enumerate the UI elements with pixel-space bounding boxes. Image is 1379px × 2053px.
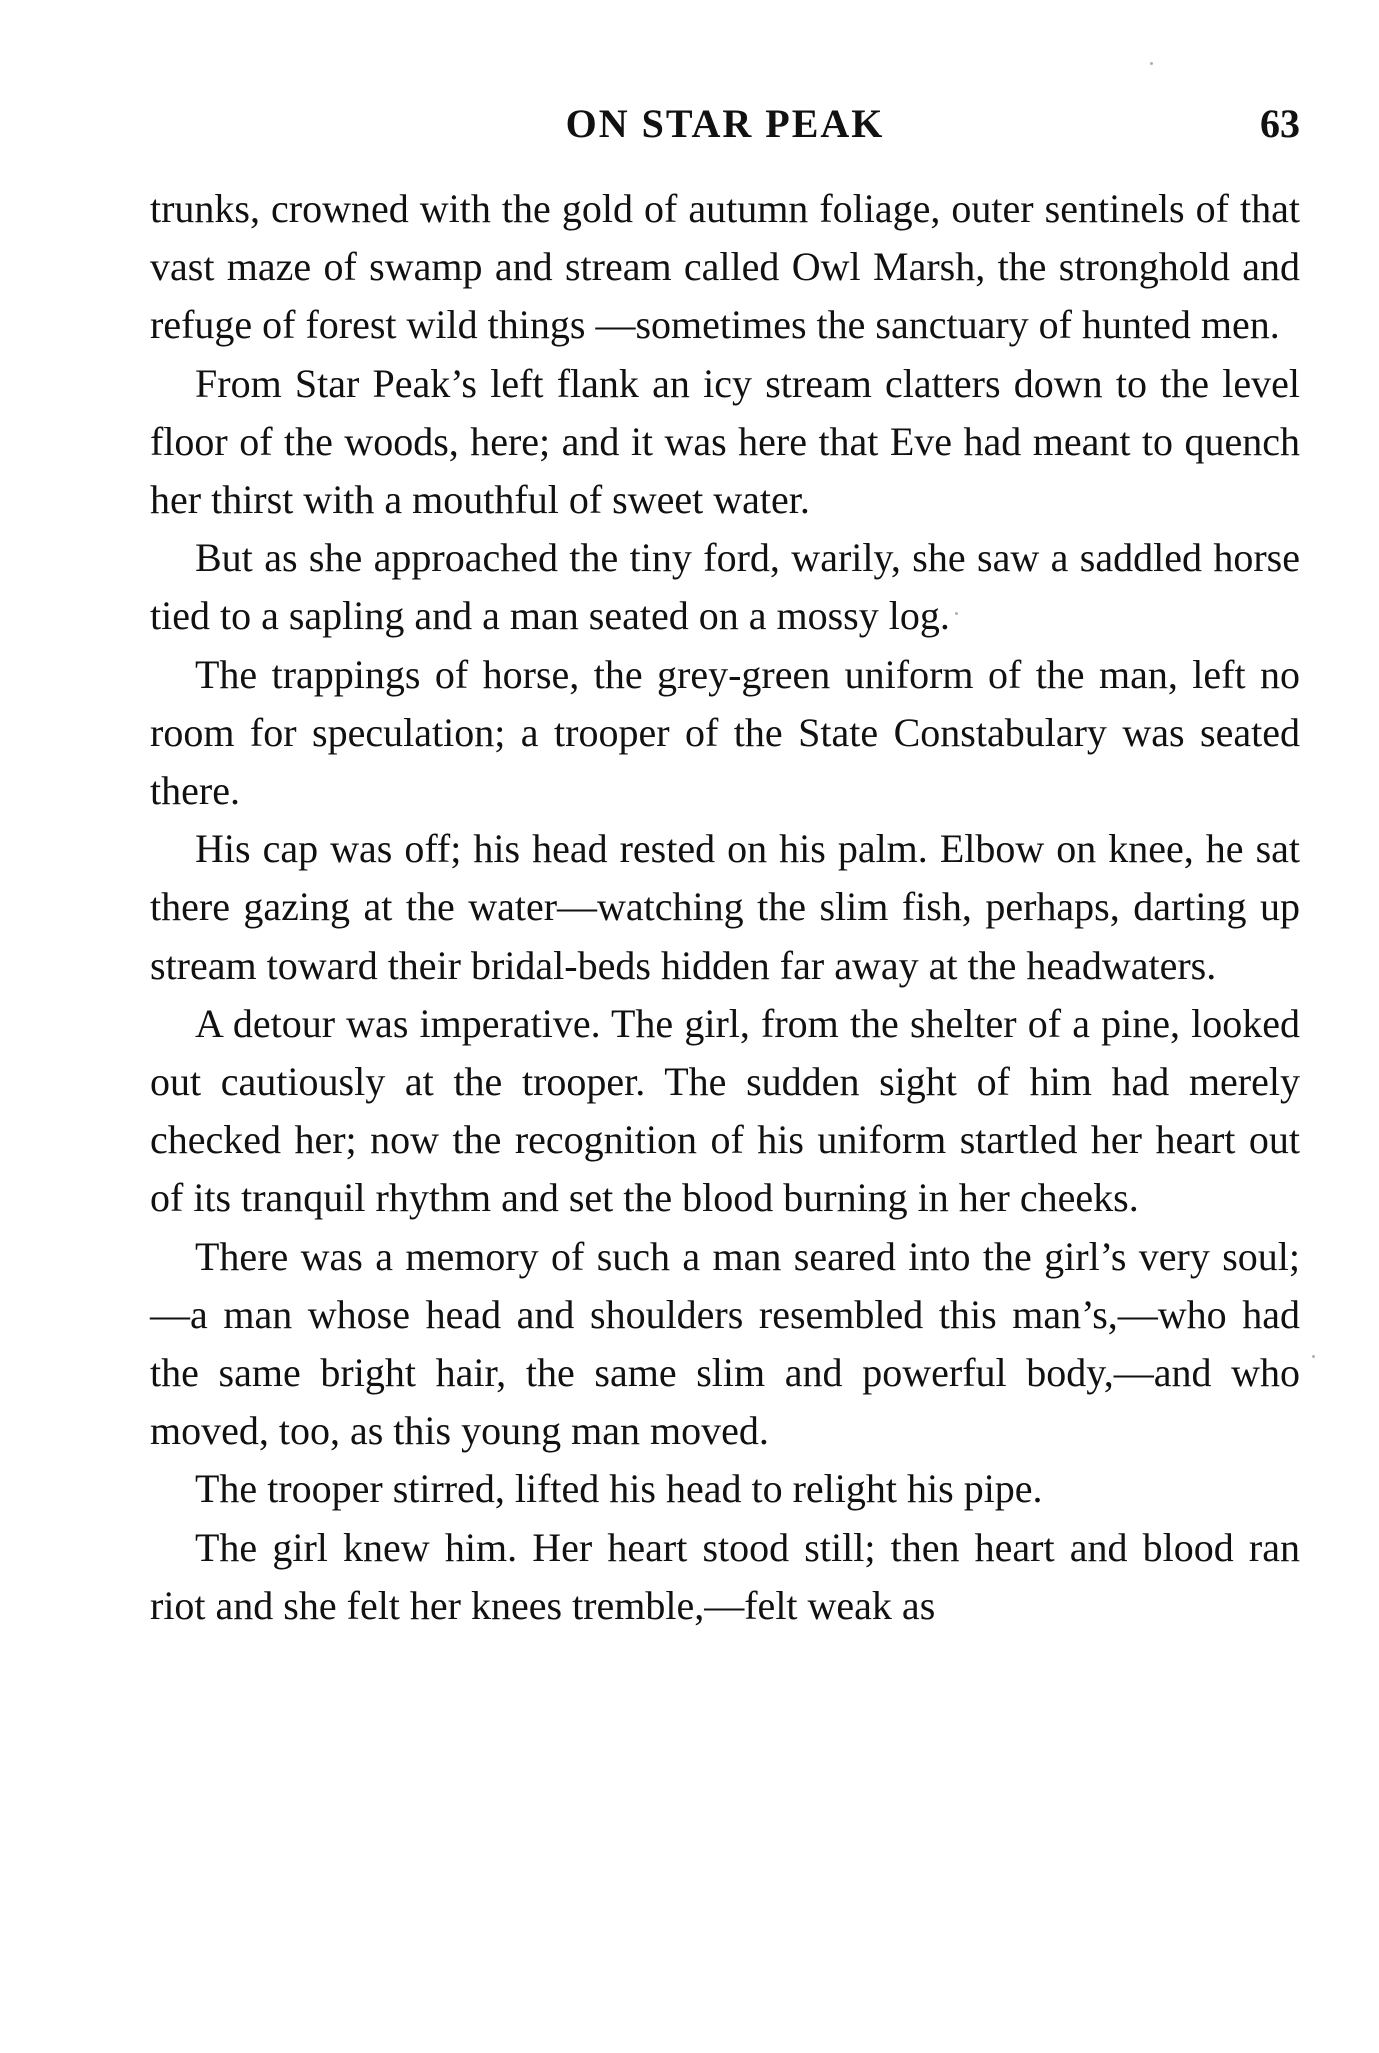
print-speck	[1150, 62, 1153, 65]
page-number: 63	[1260, 101, 1300, 146]
paragraph: There was a memory of such a man seared into the girl’s very soul;—a man whose head and shoulders resembled this man’s,—who had the same bright hair, the same slim and powerful body,—and who moved, too, as this young man moved.	[150, 1233, 1300, 1454]
running-head: ON STAR PEAK	[565, 101, 885, 146]
paragraph: From Star Peak’s left flank an icy stream clatters down to the level floor of the woods, here; and it was here that Eve had meant to quench her thirst with a mouthful of sweet water.	[150, 360, 1300, 523]
print-speck	[955, 612, 958, 615]
paragraph: The trappings of horse, the grey-green uniform of the man, left no room for speculation; a trooper of the State Constabulary was seated there.	[150, 651, 1300, 814]
page-header	[150, 100, 1300, 150]
paragraph: The girl knew him. Her heart stood still; then heart and blood ran riot and she felt her knees tremble,—felt weak as	[150, 1524, 1300, 1628]
paragraph: His cap was off; his head rested on his palm. Elbow on knee, he sat there gazing at the water—watching the slim fish, perhaps, darting up stream toward their bridal-beds hidden far away at the headwaters.	[150, 826, 1300, 988]
page-body	[150, 180, 1300, 1635]
print-speck	[1312, 1355, 1315, 1358]
paragraph: trunks, crowned with the gold of autumn foliage, outer sentinels of that vast maze of swamp and stream called Owl Marsh, the stronghold and refuge of forest wild things —sometimes the sanctuary of hunted men.	[150, 186, 1300, 348]
paragraph: The trooper stirred, lifted his head to relight his pipe.	[195, 1466, 1043, 1512]
paragraph: A detour was imperative. The girl, from the shelter of a pine, looked out cautiously at the trooper. The sudden sight of him had merely checked her; now the recognition of his uniform startled her heart out of its tranquil rhythm and set the blood burning in her cheeks.	[150, 1000, 1300, 1221]
paragraph: But as she approached the tiny ford, warily, she saw a saddled horse tied to a sapling and a man seated on a mossy log.	[150, 535, 1300, 639]
